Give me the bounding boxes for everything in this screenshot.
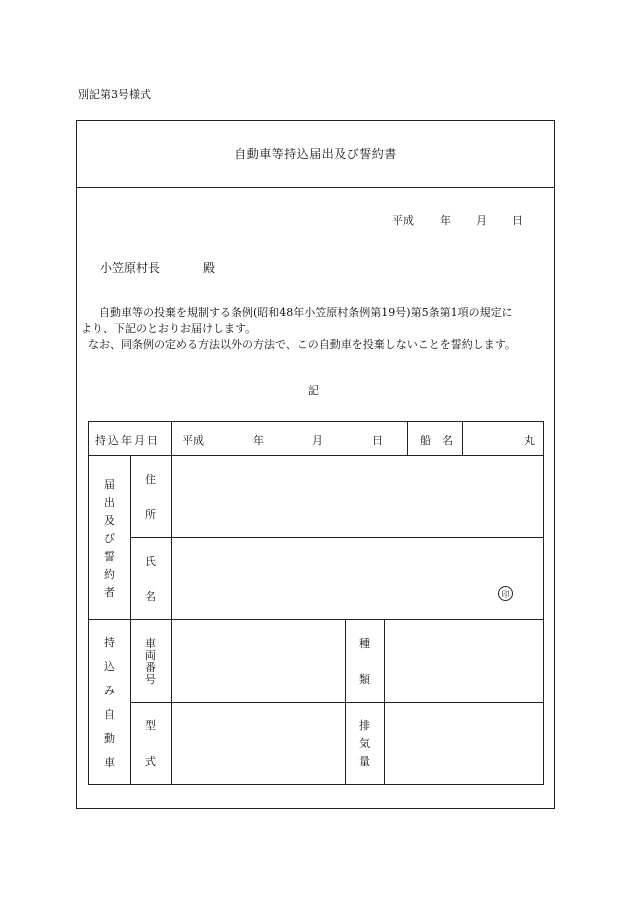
bring-in-date-year: 年 [253, 434, 264, 447]
bring-in-date-day: 日 [372, 434, 383, 447]
details-table: 持込年月日 平成 年 月 日 船 名 丸 届 出 及 び 誓 約 者 住 所 氏 名 印 持 込 み 自 動 車 車 両 番 号 種 類 型 式 排 気 量 [88, 421, 544, 785]
bring-in-date-month: 月 [312, 434, 323, 447]
bring-in-date-label: 持込年月日 [95, 434, 160, 447]
date-day-label: 日 [512, 214, 523, 227]
seal-mark: 印 [498, 586, 513, 601]
plate-number-field[interactable] [172, 620, 345, 702]
ki-heading: 記 [308, 384, 319, 397]
date-year-label: 年 [440, 214, 451, 227]
body-paragraph-1-line-1: 自動車等の投棄を規制する条例(昭和48年小笠原村条例第19号)第5条第1項の規定に [99, 306, 513, 319]
kind-field[interactable] [385, 620, 543, 702]
addressee-name: 小笠原村長 [100, 261, 161, 275]
ship-name-suffix: 丸 [524, 434, 535, 447]
bring-in-date-era: 平成 [182, 434, 204, 447]
displacement-field[interactable] [385, 703, 543, 784]
body-paragraph-1-line-2: より、下記のとおりお届けします。 [81, 322, 257, 335]
body-paragraph-2: なお、同条例の定める方法以外の方法で、この自動車を投棄しないことを誓約します。 [88, 338, 516, 351]
addressee [100, 259, 216, 276]
title-divider [77, 187, 554, 188]
addressee-honorific: 殿 [203, 261, 216, 275]
ship-name-label: 船 名 [420, 434, 453, 447]
date-month-label: 月 [476, 214, 487, 227]
address-field[interactable] [172, 456, 543, 537]
name-field[interactable] [172, 538, 543, 619]
form-title: 自動車等持込届出及び誓約書 [234, 147, 397, 161]
form-number-label: 別記第3号様式 [78, 88, 151, 101]
model-field[interactable] [172, 703, 345, 784]
date-era: 平成 [392, 214, 414, 227]
